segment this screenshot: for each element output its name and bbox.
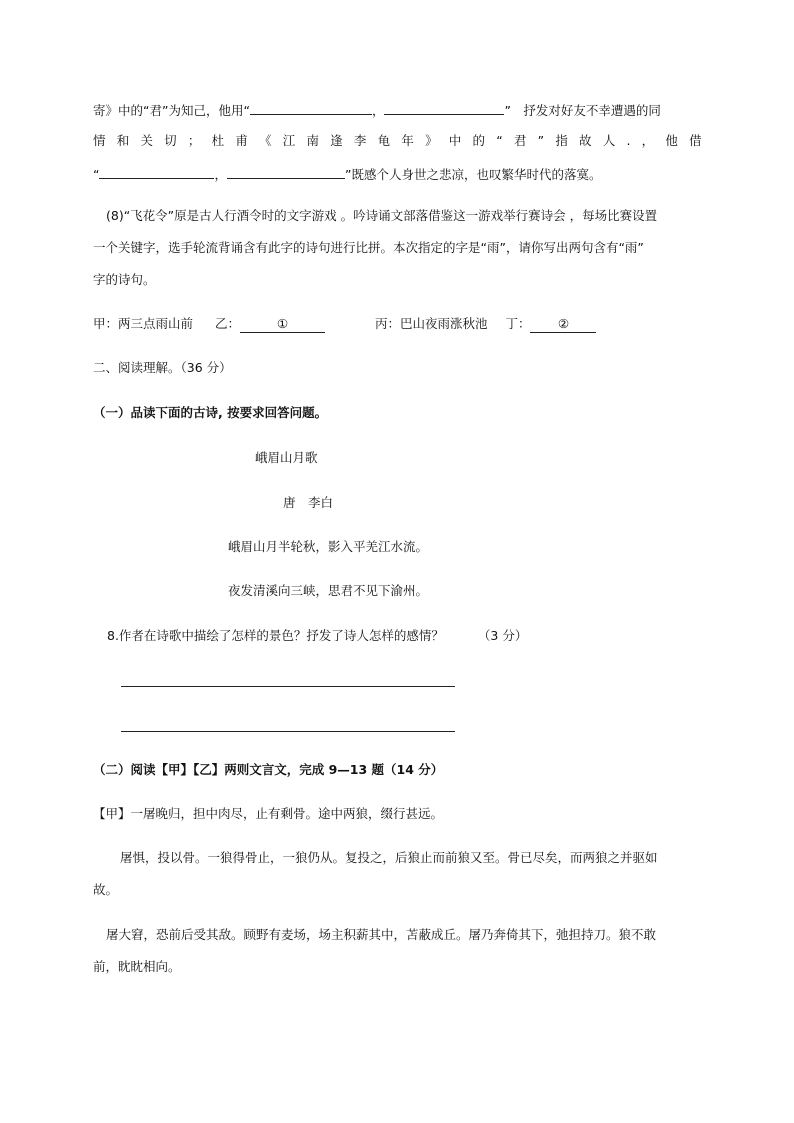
- passage-jia-line5: 前，眈眈相向。: [93, 959, 181, 974]
- q7-line2-char: “: [496, 133, 503, 148]
- passage-jia-line4: 屠大窘，恐前后受其敌。顾野有麦场，场主积薪其中，苫蔽成丘。屠乃奔倚其下，弛担持刀。狼不敢: [106, 927, 657, 942]
- answer-line[interactable]: [121, 731, 455, 732]
- q7-line2-char: 借: [689, 133, 702, 148]
- answer-blank[interactable]: [227, 165, 345, 179]
- answer-blank[interactable]: [250, 101, 372, 115]
- q7-line2-char: 故: [579, 133, 592, 148]
- q7-line2-char: 的: [472, 133, 486, 148]
- yi-label: 乙：: [214, 316, 240, 331]
- q7-line2-char: 《: [259, 133, 272, 148]
- q7-line2-char: ，: [641, 133, 655, 148]
- poem-author: 唐 李白: [283, 495, 334, 510]
- q7-line2: [93, 133, 702, 149]
- q7-line2-char: 情: [93, 133, 106, 148]
- q7-line2-char: ；: [187, 133, 201, 148]
- answer-blank-1[interactable]: ①: [240, 316, 325, 333]
- poem-line-2: 夜发清溪向三峡，思君不见下渝州。: [228, 583, 429, 598]
- q7-line1-text-a: 寄》中的“君”为知己，他用“: [93, 103, 250, 118]
- question-8-score: （3 分）: [477, 628, 528, 643]
- feihualing-row: [93, 316, 596, 333]
- bing-line: 丙：巴山夜雨涨秋池: [374, 316, 488, 331]
- answer-blank[interactable]: [384, 101, 504, 115]
- q7-line2-char: 关: [140, 133, 153, 148]
- question-8: [107, 628, 527, 644]
- q7-line2-char: 年: [401, 133, 414, 148]
- q7-line2-char: 人: [602, 133, 616, 148]
- q8-intro-line1: (8)“飞花令”原是古人行酒令时的文字游戏 。吟诗诵文部落借鉴这一游戏举行赛诗会 ，每场比赛设置: [106, 208, 658, 223]
- q7-line2-char: .: [626, 133, 631, 148]
- part2-heading: （二）阅读【甲】【乙】两则文言文，完成 9—13 题（14 分）: [93, 762, 444, 777]
- q7-line2-char: 江: [282, 133, 296, 148]
- part1-heading: （一）品读下面的古诗, 按要求回答问题。: [93, 405, 328, 420]
- q7-line2-char: 逢: [330, 133, 343, 148]
- answer-blank-2[interactable]: ②: [530, 316, 596, 333]
- q7-line2-char: 切: [164, 133, 177, 148]
- q8-intro-line3: 字的诗句。: [93, 272, 156, 287]
- answer-line[interactable]: [121, 686, 455, 687]
- ding-label: 丁：: [505, 316, 531, 331]
- passage-jia-line3: 故。: [93, 882, 119, 897]
- answer-blank[interactable]: [99, 165, 214, 179]
- q7-line3-open-quote: “: [93, 167, 100, 182]
- q7-line2-char: 李: [353, 133, 367, 148]
- q7-line2-char: 南: [306, 133, 319, 148]
- q7-line1: [93, 101, 661, 119]
- q7-line3-text: ”既感个人身世之悲凉，也叹繁华时代的落寞。: [345, 167, 602, 182]
- section-heading: 二、阅读理解。（36 分）: [93, 360, 232, 375]
- q7-line1-comma: ，: [371, 103, 385, 118]
- poem-title: 峨眉山月歌: [255, 450, 318, 465]
- question-8-text: 8.作者在诗歌中描绘了怎样的景色？抒发了诗人怎样的感情？: [107, 628, 444, 643]
- q7-line2-char: 杜: [211, 133, 225, 148]
- q7-line2-char: 甫: [235, 133, 248, 148]
- poem-line-1: 峨眉山月半轮秋，影入平羌江水流。: [228, 539, 429, 554]
- q7-line2-char: 龟: [377, 133, 391, 148]
- q7-line2-char: 和: [116, 133, 130, 148]
- q7-line2-char: ”: [537, 133, 545, 148]
- q7-line1-text-b: ” 抒发对好友不幸遭遇的同: [504, 103, 661, 118]
- q7-line2-char: 他: [665, 133, 678, 148]
- q7-line3: [93, 165, 601, 183]
- q7-line2-char: 君: [513, 133, 527, 148]
- passage-jia-line2: 屠惧，投以骨。一狼得骨止，一狼仍从。复投之，后狼止而前狼又至。骨已尽矣，而两狼之并驱如: [120, 850, 658, 865]
- q7-line2-char: 指: [555, 133, 568, 148]
- passage-jia-line1: 【甲】一屠晚归，担中肉尽，止有剩骨。途中两狼，缀行甚远。: [93, 806, 444, 821]
- q8-intro-line2: 一个关键字，选手轮流背诵含有此字的诗句进行比拼。本次指定的字是“雨”，请你写出两句含有“雨”: [93, 240, 644, 255]
- q7-line2-char: 》: [425, 133, 438, 148]
- jia-line: 甲：两三点雨山前: [93, 316, 194, 331]
- q7-line2-char: 中: [448, 133, 462, 148]
- q7-line3-comma: ，: [214, 167, 227, 182]
